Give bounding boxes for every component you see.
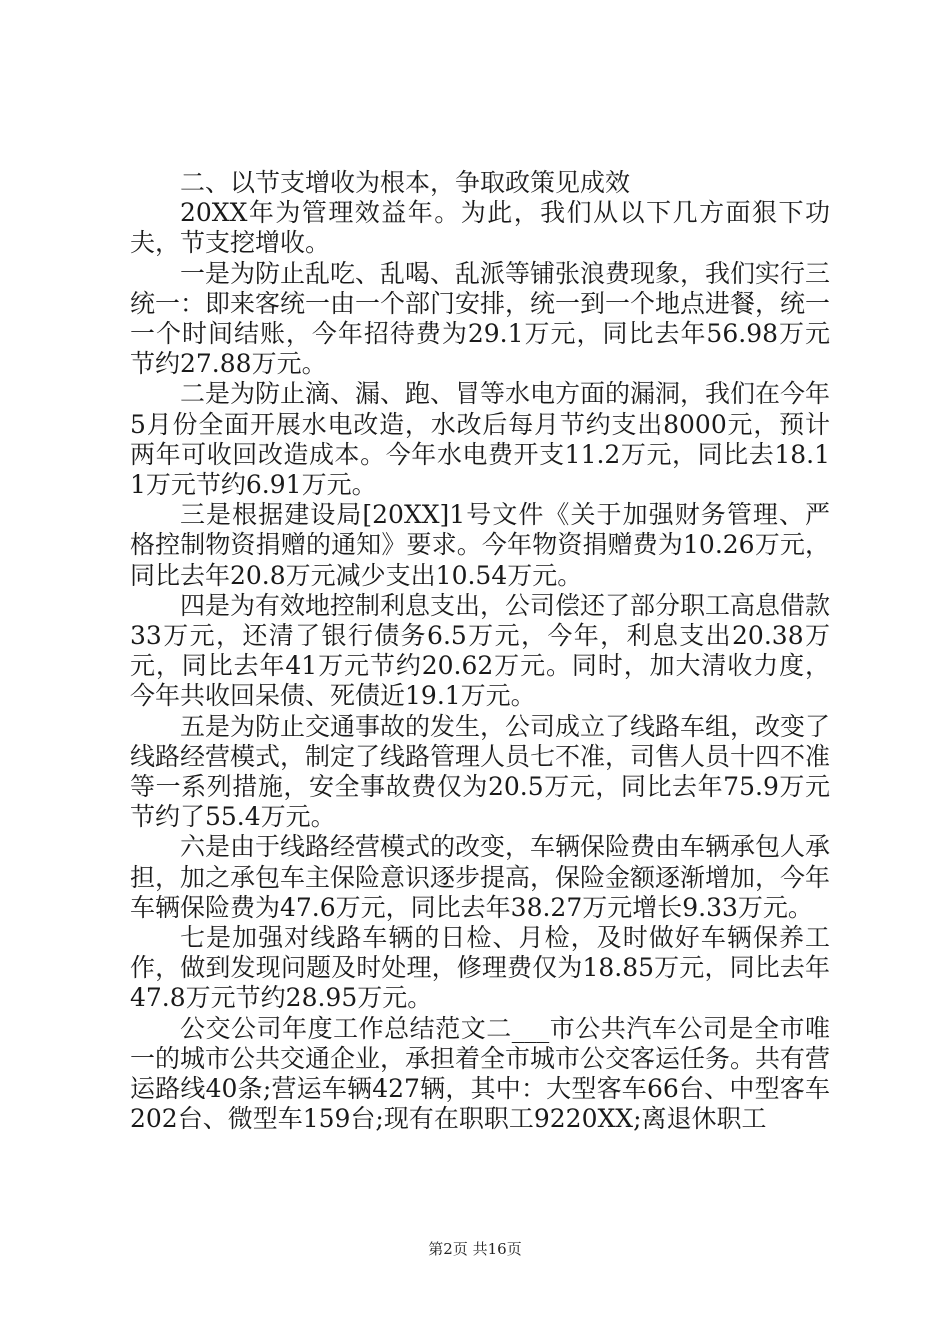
paragraph-item-5: 五是为防止交通事故的发生，公司成立了线路车组，改变了线路经营模式，制定了线路管理人员七不准，司售人员十四不准等一系列措施，安全事故费仅为20.5万元，同比去年75.9万元节约了55.4万元。 (130, 711, 831, 832)
page-footer (0, 1239, 950, 1259)
paragraph-example-two: 公交公司年度工作总结范文二___市公共汽车公司是全市唯一的城市公共交通企业，承担着全市城市公交客运任务。共有营运路线40条;营运车辆427辆，其中：大型客车66台、中型客车202台、微型车159台;现有在职职工9220XX;离退休职工 (130, 1013, 831, 1134)
document-body (130, 168, 830, 1135)
paragraph-item-6: 六是由于线路经营模式的改变，车辆保险费由车辆承包人承担，加之承包车主保险意识逐步提高，保险金额逐渐增加，今年车辆保险费为47.6万元，同比去年38.27万元增长9.33万元。 (130, 832, 831, 922)
paragraph-item-7: 七是加强对线路车辆的日检、月检，及时做好车辆保养工作，做到发现问题及时处理，修理费仅为18.85万元，同比去年47.8万元节约28.95万元。 (130, 923, 830, 1013)
section-heading: 二、以节支增收为根本，争取政策见成效 (180, 168, 631, 197)
paragraph-intro: 20XX年为管理效益年。为此，我们从以下几方面狠下功夫，节支挖增收。 (130, 198, 830, 258)
paragraph-item-1: 一是为防止乱吃、乱喝、乱派等铺张浪费现象，我们实行三统一：即来客统一由一个部门安排，统一到一个地点进餐，统一一个时间结账，今年招待费为29.1万元，同比去年56.98万元节约27.88万元。 (130, 258, 831, 379)
paragraph-item-3: 三是根据建设局[20XX]1号文件《关于加强财务管理、严格控制物资捐赠的通知》要求。今年物资捐赠费为10.26万元，同比去年20.8万元减少支出10.54万元。 (130, 500, 830, 590)
page-number-label: 第2页 共16页 (428, 1240, 522, 1258)
paragraph-item-4: 四是为有效地控制利息支出，公司偿还了部分职工高息借款33万元，还清了银行债务6.5万元，今年，利息支出20.38万元，同比去年41万元节约20.62万元。同时，加大清收力度，今年共收回呆债、死债近19.1万元。 (130, 590, 831, 711)
paragraph-item-2: 二是为防止滴、漏、跑、冒等水电方面的漏洞，我们在今年5月份全面开展水电改造，水改后每月节约支出8000元，预计两年可收回改造成本。今年水电费开支11.2万元，同比去18.11万元节约6.91万元。 (130, 379, 831, 500)
